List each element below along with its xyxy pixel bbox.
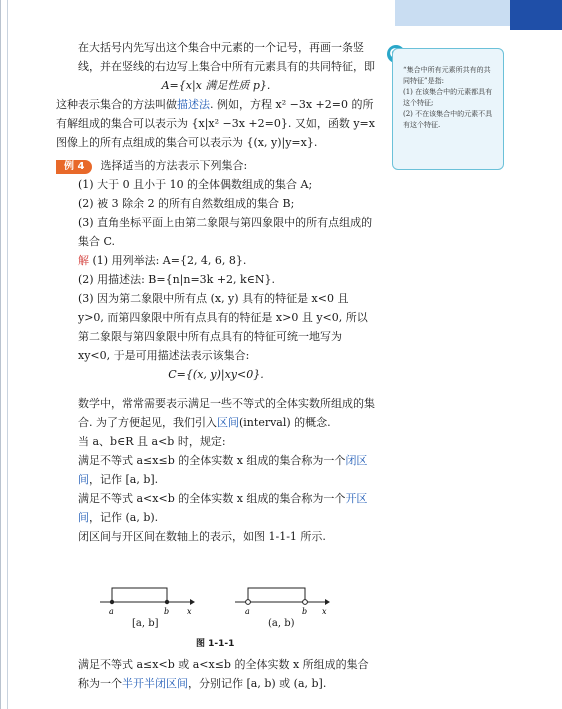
- sidebar-line-2: (1) 在该集合中的元素都具有这个特征;: [403, 88, 493, 107]
- paragraph-description-method: [56, 95, 376, 152]
- term-half-open-interval: 半开半闭区间: [122, 677, 188, 690]
- formula-describing-set: A={x|x 满足性质 p}.: [161, 79, 271, 92]
- axis-arrow-closed: [190, 599, 195, 605]
- sidebar-note: [392, 48, 504, 170]
- paragraph-condition: 当 a、b∈R 且 a<b 时，规定:: [78, 435, 226, 448]
- para5-text-b: ，记作 [a, b].: [89, 473, 159, 486]
- example-heading: [56, 156, 376, 175]
- term-closed-interval: 闭区间: [78, 454, 368, 486]
- solution-1-text: (1) 用列举法: A={2, 4, 6, 8}.: [92, 254, 247, 267]
- paragraph-half-open: [56, 655, 376, 693]
- question-3: (3) 直角坐标平面上由第二象限与第四象限中的所有点组成的集合 C.: [78, 216, 373, 248]
- header-band-light: [395, 0, 510, 26]
- open-label-b: b: [302, 607, 308, 616]
- para3-text-b: (interval) 的概念.: [239, 416, 331, 429]
- term-open-interval: 开区间: [78, 492, 368, 524]
- open-label-a: a: [245, 607, 250, 616]
- paragraph-intro: 在大括号内先写出这个集合中元素的一个记号，再画一条竖线，并在竖线的右边写上集合中所有元素具有的共同特征，即: [78, 41, 375, 73]
- term-interval: 区间: [217, 416, 239, 429]
- closed-interval-diagram: [100, 588, 195, 616]
- closed-label-a: a: [109, 607, 114, 616]
- main-text-column: [56, 38, 376, 546]
- para2-text-b: . 例如，方程 x² −3x +2=0 的所有解组成的集合可以表示为 {x|x² −3x +2=0}. 又如，函数 y=x图像上的所有点组成的集合可以表示为 {(x, y)|y=x}.: [56, 98, 375, 149]
- paragraph-closed-interval: [56, 451, 376, 489]
- solution-1: [56, 251, 376, 270]
- closed-bracket: [112, 588, 167, 602]
- open-interval-diagram: [235, 588, 330, 616]
- closed-interval-label: [a, b]: [132, 618, 159, 629]
- open-label-x: x: [322, 607, 327, 616]
- interval-figure: [95, 584, 335, 634]
- formula-set-c: C={(x, y)|xy<0}.: [168, 368, 264, 381]
- axis-arrow-open: [325, 599, 330, 605]
- paragraph-interval-intro: [56, 394, 376, 432]
- solution-3: (3) 因为第二象限中所有点 (x, y) 具有的特征是 x<0 且 y>0, 而第四象限中所有点具有的特征是 x>0 且 y<0, 所以第二象限与第四象限中所有点具有的特征可统一地写为 xy<0, 于是可用描述法表示该集合:: [78, 292, 368, 362]
- example-tag: 例 4: [56, 160, 92, 174]
- question-1: (1) 大于 0 且小于 10 的全体偶数组成的集合 A;: [78, 178, 313, 191]
- open-bracket: [248, 588, 305, 602]
- closed-label-b: b: [164, 607, 170, 616]
- para8-text-b: ，分别记作 [a, b) 或 (a, b].: [188, 677, 327, 690]
- solution-2: (2) 用描述法: B={n|n=3k +2, k∈N}.: [78, 273, 275, 286]
- closed-label-x: x: [187, 607, 192, 616]
- open-point-a: [246, 600, 251, 605]
- para2-text-a: 这种表示集合的方法叫做: [56, 98, 177, 111]
- closed-point-a: [110, 600, 114, 604]
- example-intro: 选择适当的方法表示下列集合:: [100, 159, 248, 172]
- para6-text-a: 满足不等式 a<x<b 的全体实数 x 组成的集合称为一个: [78, 492, 346, 505]
- figure-caption: 图 1-1-1: [196, 639, 235, 649]
- paragraph-figure-ref: 闭区间与开区间在数轴上的表示，如图 1-1-1 所示.: [78, 530, 326, 543]
- open-interval-label: (a, b): [268, 618, 295, 629]
- sidebar-line-3: (2) 不在该集合中的元素不具有这个特征.: [403, 110, 493, 129]
- para3-text-a: 数学中，常常需要表示满足一些不等式的全体实数所组成的集合. 为了方便起见，我们引入: [78, 397, 375, 429]
- bottom-text-column: [56, 655, 376, 693]
- closed-point-b: [165, 600, 169, 604]
- paragraph-open-interval: [56, 489, 376, 527]
- open-point-b: [303, 600, 308, 605]
- term-description-method: 描述法: [177, 98, 210, 111]
- para6-text-b: ，记作 (a, b).: [89, 511, 159, 524]
- question-2: (2) 被 3 除余 2 的所有自然数组成的集合 B;: [78, 197, 295, 210]
- left-margin-rule: [7, 0, 8, 709]
- solution-tag: 解: [78, 254, 89, 267]
- para5-text-a: 满足不等式 a≤x≤b 的全体实数 x 组成的集合称为一个: [78, 454, 346, 467]
- header-band-dark: [510, 0, 562, 30]
- para8-text-a: 满足不等式 a≤x<b 或 a<x≤b 的全体实数 x 所组成的集合称为一个: [78, 658, 369, 690]
- sidebar-line-1: “集合中所有元素所共有的共同特征”是指:: [403, 66, 491, 85]
